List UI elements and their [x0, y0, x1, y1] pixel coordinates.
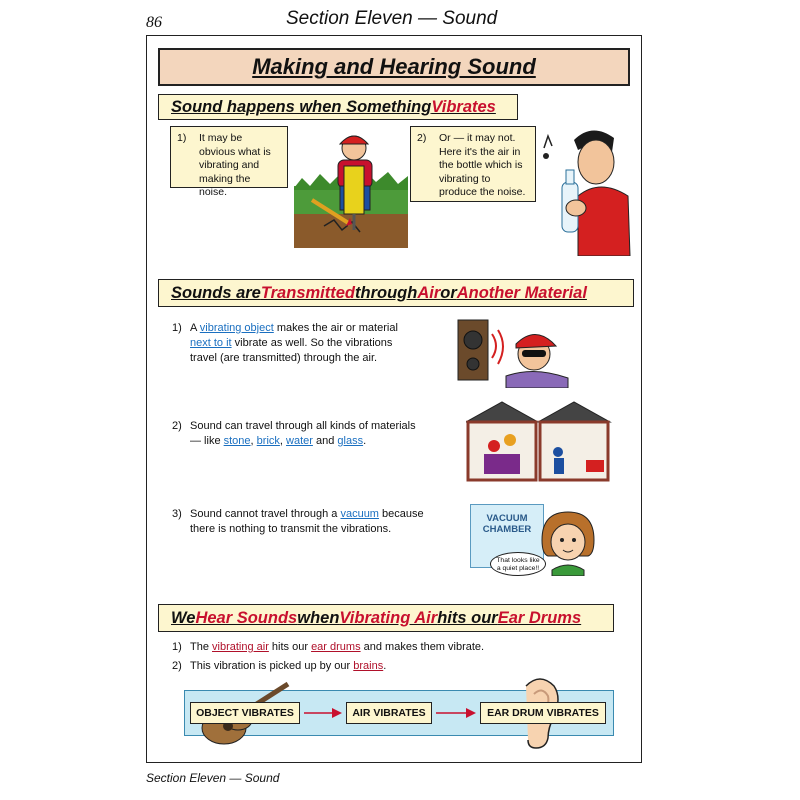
page-footer: Section Eleven — Sound: [146, 771, 280, 785]
heading-highlight: Transmitted: [260, 283, 355, 302]
paragraph-vacuum: [172, 507, 462, 537]
page-title: Making and Hearing Sound: [252, 54, 536, 79]
callout-number: 1): [177, 132, 187, 144]
text: A: [190, 322, 200, 334]
jackhammer-illustration: [294, 126, 408, 248]
text: and: [312, 435, 338, 447]
house-party-illustration: [466, 400, 612, 482]
keyword-ear-drums: ear drums: [311, 641, 361, 653]
callout-text: Or — it may not. Here it's the air in the bottle which is vibrating to produce the noise.: [439, 132, 526, 198]
keyword-next-to-it: next to it: [190, 337, 232, 349]
text: travel (are transmitted) through the air.: [190, 352, 378, 364]
list-item: [172, 659, 572, 674]
speech-text: a quiet place!!: [496, 565, 540, 572]
heading-vibrates: [158, 94, 518, 120]
heading-highlight: Another Material: [456, 283, 587, 302]
section-header: Section Eleven — Sound: [286, 8, 498, 29]
flow-step-object: OBJECT VIBRATES: [190, 702, 300, 724]
paragraph-materials: [172, 419, 462, 449]
flow-step-air: AIR VIBRATES: [346, 702, 432, 724]
speech-bubble: [490, 552, 546, 576]
keyword-vibrating-air: vibrating air: [212, 641, 269, 653]
heading-text: Sounds are: [171, 283, 261, 302]
text: and makes them vibrate.: [360, 641, 485, 653]
vacuum-label: VACUUM: [486, 513, 528, 524]
text: ,: [279, 435, 287, 447]
keyword-vacuum: vacuum: [340, 508, 379, 520]
item-number: 1): [172, 641, 182, 653]
arrow-right-icon: [302, 706, 344, 720]
text: Sound can travel through all kinds of materials: [190, 420, 416, 432]
text: .: [383, 660, 387, 672]
flow-step-ear-drum: EAR DRUM VIBRATES: [480, 702, 606, 724]
text: ,: [250, 435, 257, 447]
heading-highlight: Vibrating Air: [339, 608, 438, 627]
text: hits our: [268, 641, 312, 653]
text: vibrate as well. So the vibrations: [231, 337, 393, 349]
item-number: 1): [172, 322, 182, 334]
hearing-list: [172, 640, 572, 674]
text: there is nothing to transmit the vibrations.: [190, 523, 392, 535]
callout-not-obvious: [410, 126, 536, 202]
keyword-vibrating-object: vibrating object: [199, 322, 274, 334]
heading-text: or: [440, 283, 457, 302]
item-number: 3): [172, 508, 182, 520]
speaker-illustration: [456, 316, 576, 388]
keyword-stone: stone: [223, 435, 251, 447]
heading-text: hits our: [437, 608, 498, 627]
list-item: [172, 640, 572, 655]
heading-text: We: [171, 608, 196, 627]
speech-text: That looks like: [496, 557, 540, 564]
girl-face-illustration: [538, 510, 598, 576]
page-number: 86: [146, 14, 162, 31]
heading-highlight: Hear Sounds: [195, 608, 298, 627]
text: because: [378, 508, 424, 520]
item-number: 2): [172, 660, 182, 672]
text: The: [190, 641, 213, 653]
text: — like: [190, 435, 224, 447]
arrow-right-icon: [434, 706, 478, 720]
paragraph-vibrating-object: [172, 321, 442, 366]
callout-text: It may be obvious what is vibrating and making the noise.: [199, 132, 271, 198]
text: This vibration is picked up by our: [190, 660, 354, 672]
heading-transmitted: [158, 279, 634, 307]
heading-highlight: Vibrates: [431, 97, 496, 116]
text: makes the air or material: [273, 322, 398, 334]
heading-highlight: Air: [417, 283, 441, 302]
vacuum-label: CHAMBER: [482, 524, 532, 535]
text: Sound cannot travel through a: [190, 508, 341, 520]
callout-number: 2): [417, 132, 427, 144]
callout-obvious: [170, 126, 288, 198]
heading-text: Sound happens when Something: [171, 97, 432, 116]
keyword-brains: brains: [353, 660, 384, 672]
text: .: [363, 435, 367, 447]
keyword-brick: brick: [256, 435, 280, 447]
page-title-box: [158, 48, 630, 86]
keyword-glass: glass: [337, 435, 364, 447]
heading-highlight: Ear Drums: [497, 608, 582, 627]
bottle-blower-illustration: [538, 126, 634, 256]
keyword-water: water: [286, 435, 313, 447]
item-number: 2): [172, 420, 182, 432]
heading-hear-sounds: [158, 604, 614, 632]
heading-text: through: [355, 283, 418, 302]
heading-text: when: [297, 608, 340, 627]
